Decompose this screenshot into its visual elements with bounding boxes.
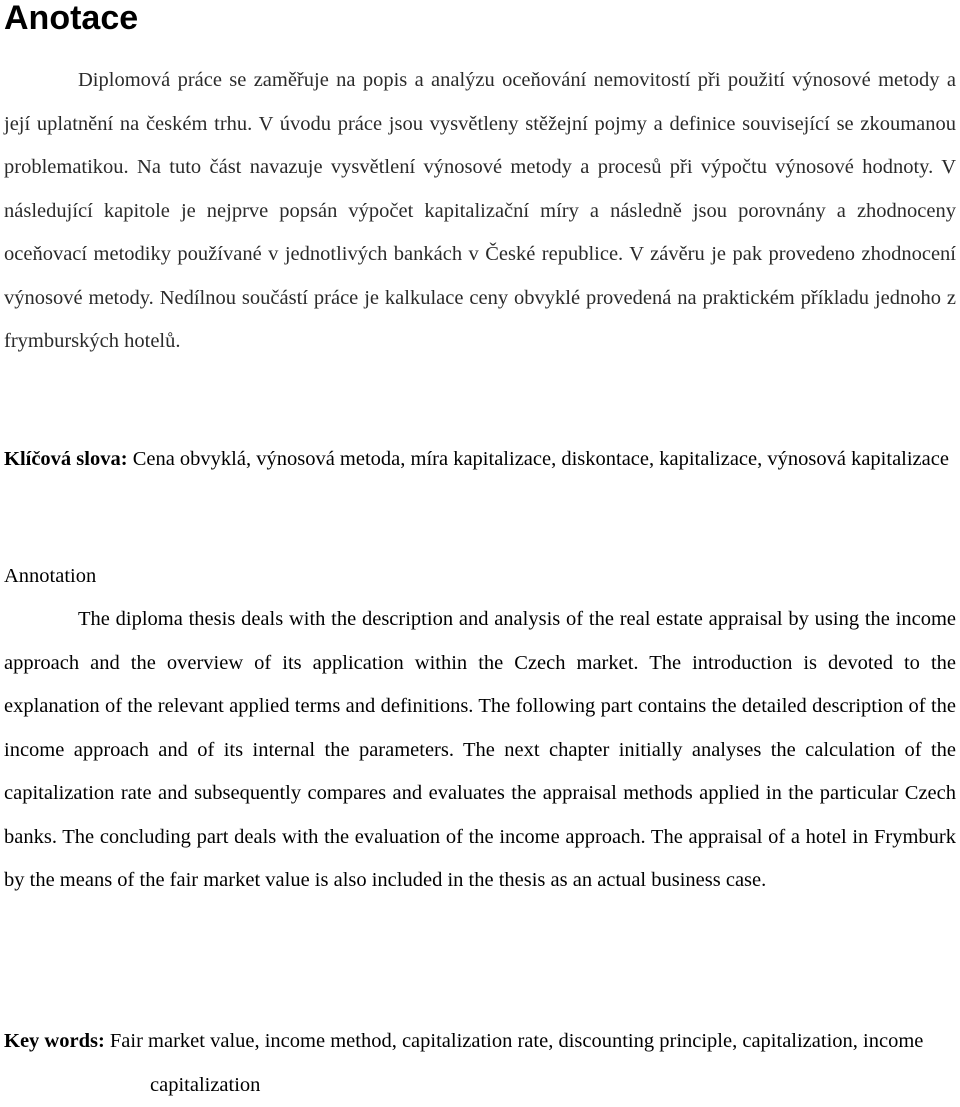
czech-heading: Anotace (4, 0, 139, 37)
english-annotation-paragraph: The diploma thesis deals with the description and analysis of the real estate appraisal by using the income approach and the overview of its application within the Czech market. The introduction is devoted to the explanation of the relevant applied terms and definitions. The following part contains the detailed description of the income approach and of its internal the parameters. The next chapter initially analyses the calculation of the capitalization rate and subsequently compares and evaluates the appraisal methods applied in the particular Czech banks. The concluding part deals with the evaluation of the income approach. The appraisal of a hotel in Frymburk by the means of the fair market value is also included in the thesis as an actual business case. (4, 608, 956, 891)
english-heading: Annotation (4, 565, 97, 587)
english-keywords-label: Key words: (4, 1030, 105, 1052)
czech-keywords-label: Klíčová slova: (4, 448, 128, 470)
czech-keywords (4, 438, 956, 482)
english-keywords (4, 1020, 956, 1107)
czech-annotation-paragraph: Diplomová práce se zaměřuje na popis a analýzu oceňování nemovitostí při použití výnosové metody a její uplatnění na českém trhu. V úvodu práce jsou vysvětleny stěžejní pojmy a definice související se zkoumanou problematikou. Na tuto část navazuje vysvětlení výnosové metody a procesů při výpočtu výnosové hodnoty. V následující kapitole je nejprve popsán výpočet kapitalizační míry a následně jsou porovnány a zhodnoceny oceňovací metodiky používané v jednotlivých bankách v České republice. V závěru je pak provedeno zhodnocení výnosové metody. Nedílnou součástí práce je kalkulace ceny obvyklé provedená na praktickém příkladu jednoho z frymburských hotelů. (4, 69, 956, 352)
english-keywords-text: Fair market value, income method, capitalization rate, discounting principle, capitalization, income capitalization (109, 1030, 924, 1096)
czech-keywords-text: Cena obvyklá, výnosová metoda, míra kapitalizace, diskontace, kapitalizace, výnosová kapitalizace (132, 448, 949, 470)
